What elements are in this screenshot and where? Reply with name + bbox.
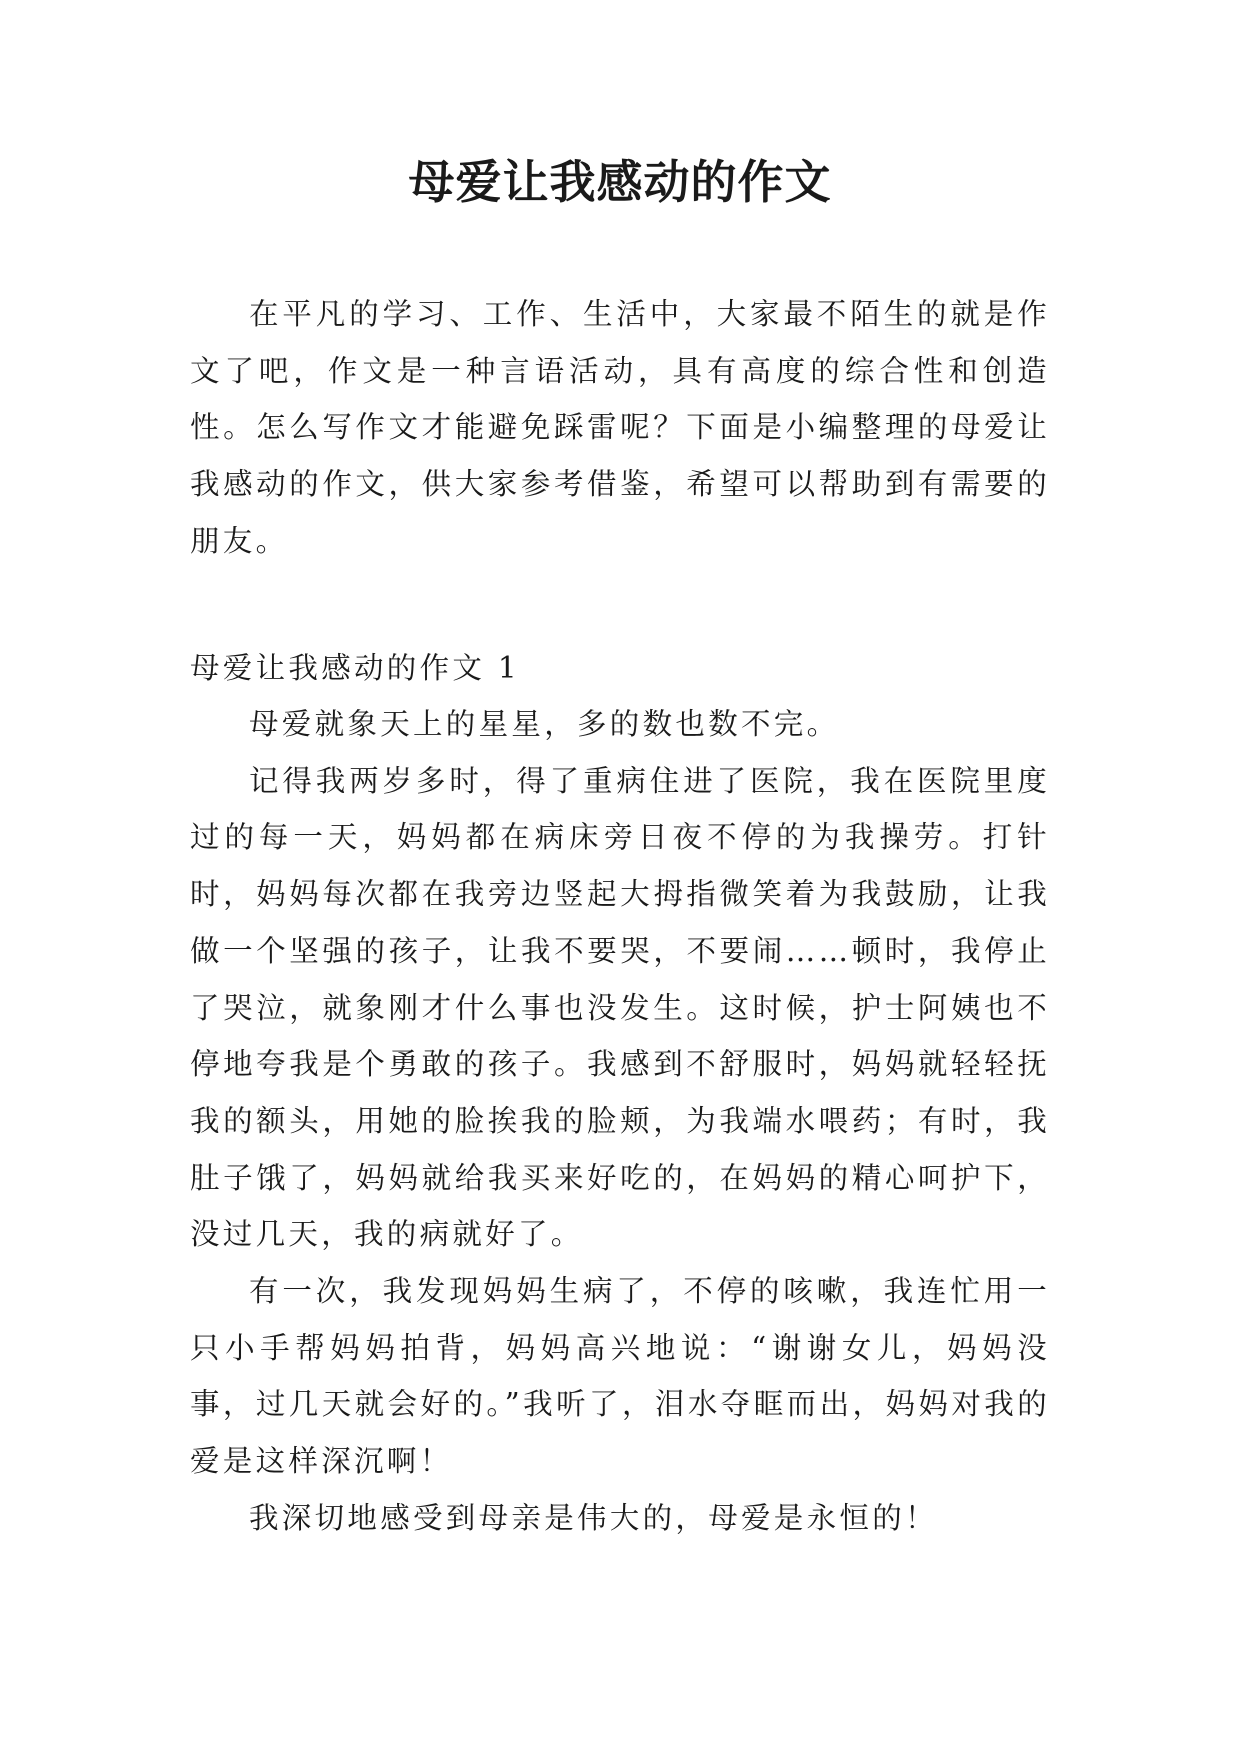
essay-paragraph: 母爱就象天上的星星，多的数也数不完。: [249, 707, 840, 741]
intro-paragraph: 在平凡的学习、工作、生活中，大家最不陌生的就是作文了吧，作文是一种言语活动，具有高度的综合性和创造性。怎么写作文才能避免踩雷呢？下面是小编整理的母爱让我感动的作文，供大家参考借鉴，希望可以帮助到有需要的朋友。: [190, 297, 1050, 558]
essay-paragraph: 记得我两岁多时，得了重病住进了医院，我在医院里度过的每一天，妈妈都在病床旁日夜不停的为我操劳。打针时，妈妈每次都在我旁边竖起大拇指微笑着为我鼓励，让我做一个坚强的孩子，让我不要哭，不要闹……顿时，我停止了哭泣，就象刚才什么事也没发生。这时候，护士阿姨也不停地夸我是个勇敢的孩子。我感到不舒服时，妈妈就轻轻抚我的额头，用她的脸挨我的脸颊，为我端水喂药；有时，我肚子饿了，妈妈就给我买来好吃的，在妈妈的精心呵护下，没过几天，我的病就好了。: [190, 763, 1050, 1252]
document-title: 母爱让我感动的作文: [408, 155, 832, 209]
essay-paragraph: 我深切地感受到母亲是伟大的，母爱是永恒的！: [249, 1500, 938, 1535]
section-heading: 母爱让我感动的作文 1: [190, 651, 520, 685]
essay-paragraph: 有一次，我发现妈妈生病了，不停的咳嗽，我连忙用一只小手帮妈妈拍背，妈妈高兴地说：“谢谢女儿，妈妈没事，过几天就会好的。”我听了，泪水夺眶而出，妈妈对我的爱是这样深沉啊！: [190, 1274, 1050, 1479]
essay-body: [190, 696, 1050, 1547]
